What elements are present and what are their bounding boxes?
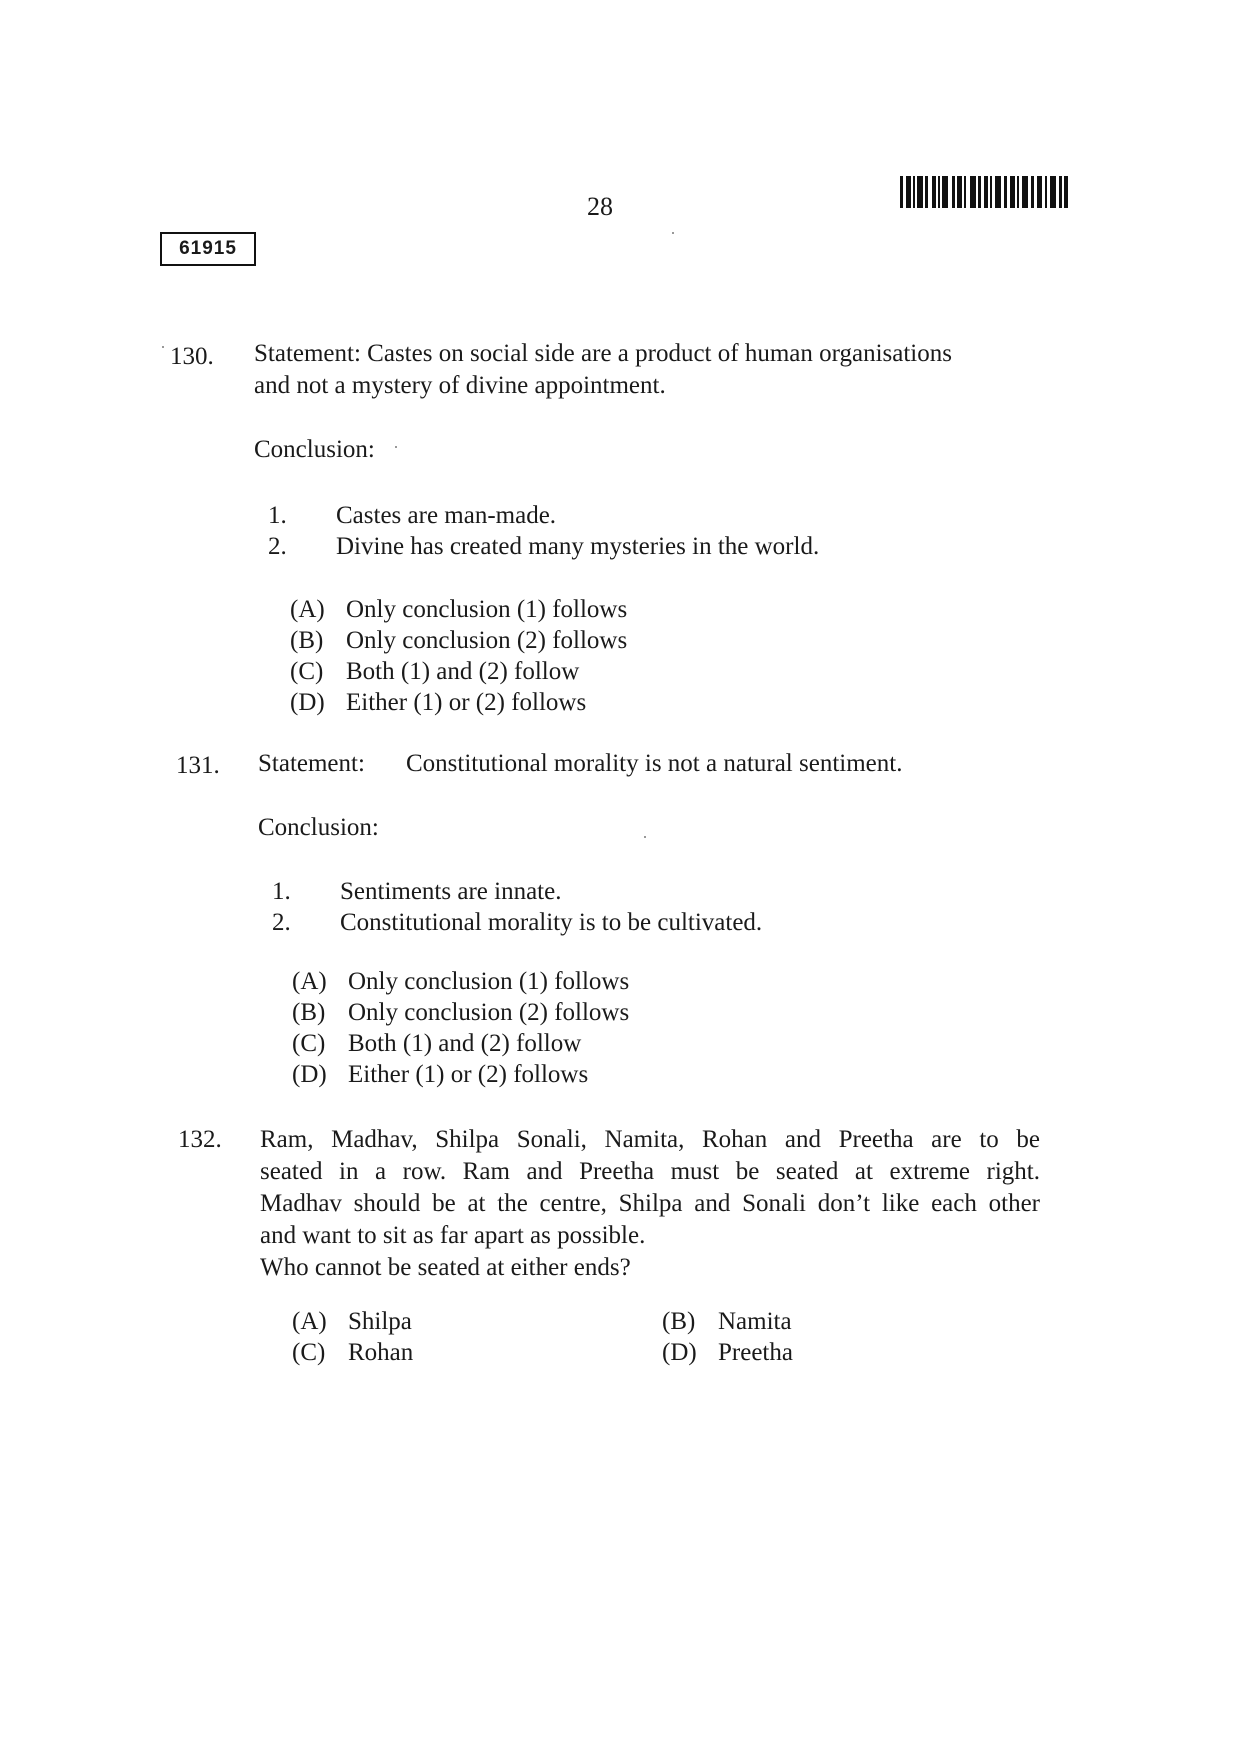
option-c[interactable]	[290, 656, 627, 687]
question-131-statement-label: Statement:	[258, 750, 365, 777]
scan-speck	[162, 346, 164, 348]
option-letter: (B)	[662, 1308, 696, 1335]
page-number: 28	[587, 192, 613, 221]
option-letter: (A)	[290, 596, 325, 623]
option-text: Preetha	[718, 1339, 793, 1366]
question-number-130: 130.	[170, 343, 214, 370]
conclusion-number: 1.	[272, 878, 291, 905]
option-a[interactable]	[292, 1306, 412, 1337]
conclusion-text: Castes are man-made.	[336, 502, 557, 529]
option-letter: (B)	[290, 627, 324, 654]
question-132-question-line: Who cannot be seated at either ends?	[260, 1254, 631, 1281]
question-130-statement-line-1: Statement: Castes on social side are a product of human organisations	[254, 340, 952, 367]
option-b[interactable]	[662, 1306, 792, 1337]
option-b[interactable]	[290, 625, 627, 656]
question-132-body	[260, 1124, 1040, 1252]
question-132-body-line-4: and want to sit as far apart as possible.	[260, 1222, 646, 1249]
option-text: Either (1) or (2) follows	[348, 1061, 589, 1088]
option-text: Only conclusion (2) follows	[346, 627, 628, 654]
question-number-132: 132.	[178, 1126, 222, 1153]
conclusion-text: Constitutional morality is to be cultivated.	[340, 909, 763, 936]
option-text: Only conclusion (1) follows	[348, 968, 630, 995]
option-text: Only conclusion (1) follows	[346, 596, 628, 623]
question-131-conclusion-label: Conclusion:	[258, 814, 379, 841]
question-130-conclusion-1	[268, 500, 556, 532]
option-letter: (D)	[662, 1339, 697, 1366]
question-130-statement-line-2: and not a mystery of divine appointment.	[254, 372, 666, 399]
option-letter: (A)	[292, 1308, 327, 1335]
option-letter: (C)	[290, 658, 324, 685]
option-a[interactable]	[292, 966, 629, 997]
question-132-body-line-2: seated in a row. Ram and Preetha must be seated at extreme right.	[260, 1158, 1040, 1185]
question-130-options	[290, 594, 627, 718]
option-a[interactable]	[290, 594, 627, 625]
conclusion-text: Sentiments are innate.	[340, 878, 562, 905]
paper-code-box: 61915	[160, 232, 256, 266]
scan-speck	[672, 232, 674, 234]
option-c[interactable]	[292, 1028, 629, 1059]
option-text: Only conclusion (2) follows	[348, 999, 630, 1026]
question-132-body-line-3: Madhav should be at the centre, Shilpa and Sonali don’t like each other	[260, 1190, 1040, 1217]
option-b[interactable]	[292, 997, 629, 1028]
option-c[interactable]	[292, 1337, 413, 1368]
scan-speck	[395, 446, 397, 448]
conclusion-number: 2.	[272, 909, 291, 936]
option-text: Both (1) and (2) follow	[346, 658, 580, 685]
question-132-body-line-1: Ram, Madhav, Shilpa Sonali, Namita, Rohan and Preetha are to be	[260, 1126, 1040, 1153]
option-text: Both (1) and (2) follow	[348, 1030, 582, 1057]
option-letter: (A)	[292, 968, 327, 995]
question-131-options	[292, 966, 629, 1090]
option-letter: (D)	[290, 689, 325, 716]
conclusion-number: 2.	[268, 533, 287, 560]
question-131-conclusion-2	[272, 907, 762, 939]
conclusion-text: Divine has created many mysteries in the world.	[336, 533, 820, 560]
option-text: Namita	[718, 1308, 792, 1335]
conclusion-number: 1.	[268, 502, 287, 529]
option-d[interactable]	[290, 687, 627, 718]
scan-speck	[644, 836, 646, 838]
question-131-conclusion-1	[272, 876, 561, 908]
option-d[interactable]	[662, 1337, 793, 1368]
question-130-conclusion-2	[268, 531, 819, 563]
barcode-icon	[900, 176, 1068, 208]
question-number-131: 131.	[176, 752, 220, 779]
option-letter: (D)	[292, 1061, 327, 1088]
option-text: Either (1) or (2) follows	[346, 689, 587, 716]
option-d[interactable]	[292, 1059, 629, 1090]
option-text: Shilpa	[348, 1308, 412, 1335]
option-letter: (C)	[292, 1030, 326, 1057]
question-131-statement-text: Constitutional morality is not a natural sentiment.	[406, 750, 903, 777]
option-text: Rohan	[348, 1339, 414, 1366]
option-letter: (B)	[292, 999, 326, 1026]
option-letter: (C)	[292, 1339, 326, 1366]
question-130-conclusion-label: Conclusion:	[254, 436, 375, 463]
